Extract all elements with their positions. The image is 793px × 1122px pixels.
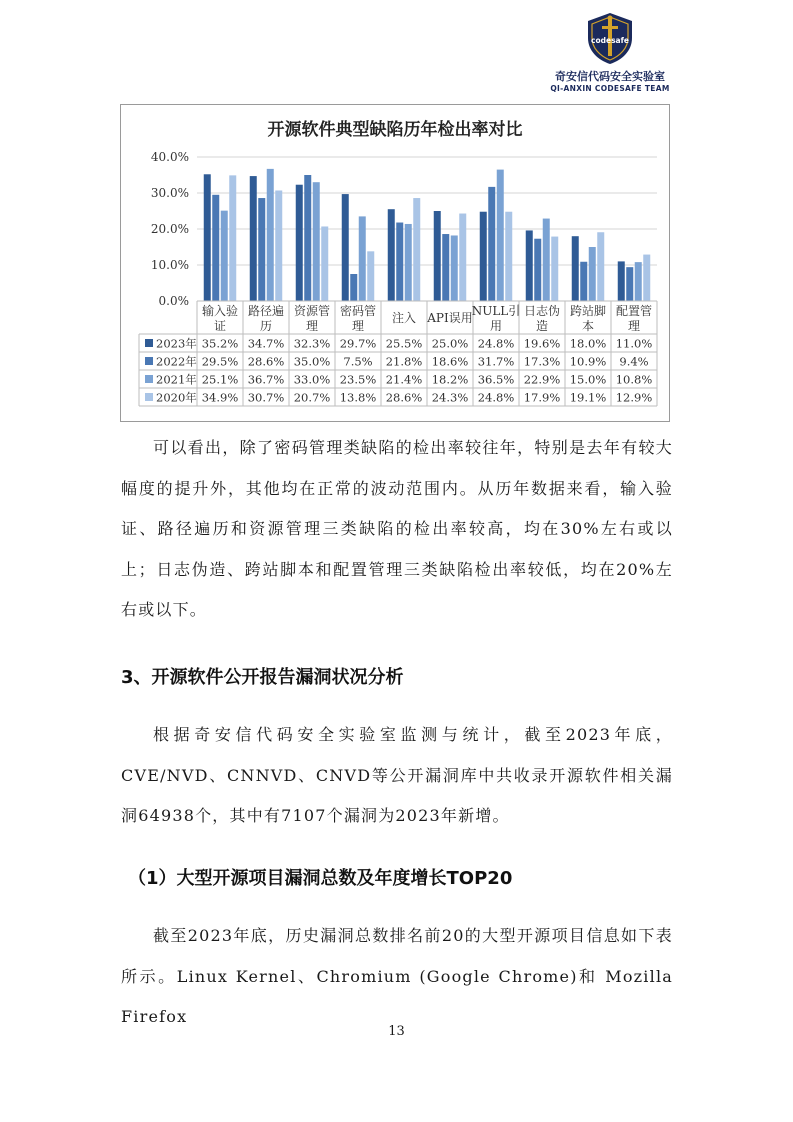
bar bbox=[434, 211, 441, 301]
chart-container bbox=[120, 104, 670, 422]
data-label: 17.3% bbox=[523, 354, 561, 369]
paragraph-analysis: 可以看出，除了密码管理类缺陷的检出率较往年，特别是去年有较大幅度的提升外，其他均在正常的波动范围内。从历年数据来看，输入验证、路径遍历和资源管理三类缺陷的检出率较高，均在30%左右或以上；日志伪造、跨站脚本和配置管理三类缺陷检出率较低，均在20%左右或以下。 bbox=[121, 438, 673, 619]
category-label: 日志伪 bbox=[523, 304, 561, 318]
legend-entry: 2023年 bbox=[156, 336, 197, 351]
data-label: 9.4% bbox=[619, 354, 649, 369]
legend-entry: 2021年 bbox=[156, 372, 197, 387]
y-tick-label: 20.0% bbox=[150, 222, 189, 236]
bar bbox=[618, 261, 625, 301]
data-label: 10.8% bbox=[615, 372, 653, 387]
data-label: 22.9% bbox=[523, 372, 561, 387]
category-label: 证 bbox=[213, 319, 227, 333]
bar bbox=[367, 251, 374, 301]
category-label: 跨站脚 bbox=[569, 304, 607, 318]
paragraph-top20: 截至2023年底，历史漏洞总数排名前20的大型开源项目信息如下表所示。Linux Kernel、Chromium (Google Chrome)和 Mozilla Firefox bbox=[121, 926, 673, 1026]
data-label: 36.7% bbox=[247, 372, 285, 387]
logo-shield-text: codesafe bbox=[591, 36, 629, 45]
bar bbox=[497, 170, 504, 301]
bar bbox=[442, 234, 449, 301]
bar bbox=[313, 182, 320, 301]
data-label: 35.0% bbox=[293, 354, 331, 369]
bar bbox=[488, 187, 495, 301]
data-label: 24.3% bbox=[431, 390, 469, 405]
bar bbox=[451, 235, 458, 301]
category-label: 密码管 bbox=[339, 304, 377, 318]
bar-chart bbox=[121, 105, 669, 421]
bar bbox=[296, 185, 303, 301]
category-label: 配置管 bbox=[615, 304, 653, 318]
bar bbox=[626, 267, 633, 301]
y-tick-label: 30.0% bbox=[150, 186, 189, 200]
legend-entry: 2020年 bbox=[156, 390, 197, 405]
y-tick-label: 40.0% bbox=[150, 150, 189, 164]
y-tick-label: 10.0% bbox=[150, 258, 189, 272]
data-label: 11.0% bbox=[615, 336, 653, 351]
org-name-cn: 奇安信代码安全实验室 bbox=[555, 70, 665, 83]
data-label: 36.5% bbox=[477, 372, 515, 387]
bar bbox=[212, 195, 219, 301]
legend-swatch bbox=[145, 357, 153, 365]
data-label: 19.6% bbox=[523, 336, 561, 351]
data-label: 34.9% bbox=[201, 390, 239, 405]
data-label: 25.1% bbox=[201, 372, 239, 387]
legend-swatch bbox=[145, 339, 153, 347]
bar bbox=[543, 219, 550, 301]
bar bbox=[304, 175, 311, 301]
data-label: 35.2% bbox=[201, 336, 239, 351]
data-label: 13.8% bbox=[339, 390, 377, 405]
bar bbox=[526, 230, 533, 301]
data-label: 23.5% bbox=[339, 372, 377, 387]
category-label: 路径遍 bbox=[247, 304, 285, 318]
bar bbox=[580, 262, 587, 301]
bar bbox=[359, 216, 366, 301]
bar bbox=[342, 194, 349, 301]
data-label: 25.5% bbox=[385, 336, 423, 351]
category-label: 造 bbox=[535, 319, 549, 333]
bar bbox=[321, 226, 328, 301]
data-label: 25.0% bbox=[431, 336, 469, 351]
category-label: 历 bbox=[259, 319, 273, 333]
data-label: 32.3% bbox=[293, 336, 331, 351]
legend-entry: 2022年 bbox=[156, 354, 197, 369]
section-heading: 3、开源软件公开报告漏洞状况分析 bbox=[121, 667, 404, 688]
bar bbox=[221, 211, 228, 301]
data-label: 7.5% bbox=[343, 354, 373, 369]
bar bbox=[597, 232, 604, 301]
bar bbox=[643, 255, 650, 301]
data-label: 30.7% bbox=[247, 390, 285, 405]
data-label: 18.0% bbox=[569, 336, 607, 351]
data-label: 20.7% bbox=[293, 390, 331, 405]
category-label: 资源管 bbox=[293, 304, 331, 318]
paragraph-vuln-stats: 根据奇安信代码安全实验室监测与统计，截至2023年底，CVE/NVD、CNNVD、CNVD等公开漏洞库中共收录开源软件相关漏洞64938个，其中有7107个漏洞为2023年新增。 bbox=[121, 725, 673, 825]
data-label: 33.0% bbox=[293, 372, 331, 387]
shield-sword-icon bbox=[584, 10, 636, 66]
data-label: 34.7% bbox=[247, 336, 285, 351]
legend-swatch bbox=[145, 375, 153, 383]
bar bbox=[258, 198, 265, 301]
data-label: 28.6% bbox=[247, 354, 285, 369]
category-label: 注入 bbox=[391, 311, 417, 325]
bar bbox=[350, 274, 357, 301]
bar bbox=[396, 223, 403, 301]
data-label: 10.9% bbox=[569, 354, 607, 369]
bar bbox=[405, 224, 412, 301]
bar bbox=[572, 236, 579, 301]
subsection-heading: （1）大型开源项目漏洞总数及年度增长TOP20 bbox=[128, 868, 513, 889]
bar bbox=[275, 190, 282, 301]
data-label: 29.5% bbox=[201, 354, 239, 369]
bar bbox=[250, 176, 257, 301]
data-label: 21.4% bbox=[385, 372, 423, 387]
category-label: 理 bbox=[351, 319, 365, 333]
category-label: API误用 bbox=[427, 311, 473, 325]
bar bbox=[459, 214, 466, 301]
bar bbox=[267, 169, 274, 301]
category-label: 输入验 bbox=[201, 304, 239, 318]
category-label: 本 bbox=[581, 319, 595, 333]
data-label: 19.1% bbox=[569, 390, 607, 405]
codesafe-logo bbox=[540, 10, 680, 95]
bar bbox=[388, 209, 395, 301]
data-label: 15.0% bbox=[569, 372, 607, 387]
data-label: 31.7% bbox=[477, 354, 515, 369]
bar bbox=[413, 198, 420, 301]
category-label: 用 bbox=[489, 319, 503, 333]
data-label: 28.6% bbox=[385, 390, 423, 405]
data-label: 18.2% bbox=[431, 372, 469, 387]
data-label: 17.9% bbox=[523, 390, 561, 405]
bar bbox=[551, 237, 558, 301]
data-label: 24.8% bbox=[477, 390, 515, 405]
data-label: 12.9% bbox=[615, 390, 653, 405]
org-name-en: QI-ANXIN CODESAFE TEAM bbox=[550, 84, 670, 93]
chart-title: 开源软件典型缺陷历年检出率对比 bbox=[267, 120, 523, 140]
y-tick-label: 0.0% bbox=[158, 294, 189, 308]
legend-swatch bbox=[145, 393, 153, 401]
category-label: 理 bbox=[305, 319, 319, 333]
bar bbox=[635, 262, 642, 301]
bar bbox=[534, 239, 541, 301]
data-label: 24.8% bbox=[477, 336, 515, 351]
category-label: 理 bbox=[627, 319, 641, 333]
page-number: 13 bbox=[388, 1024, 405, 1039]
bar bbox=[204, 174, 211, 301]
data-label: 21.8% bbox=[385, 354, 423, 369]
bar bbox=[229, 175, 236, 301]
data-label: 18.6% bbox=[431, 354, 469, 369]
bar bbox=[505, 212, 512, 301]
data-label: 29.7% bbox=[339, 336, 377, 351]
bar bbox=[480, 212, 487, 301]
category-label: NULL引 bbox=[471, 304, 521, 318]
bar bbox=[589, 247, 596, 301]
